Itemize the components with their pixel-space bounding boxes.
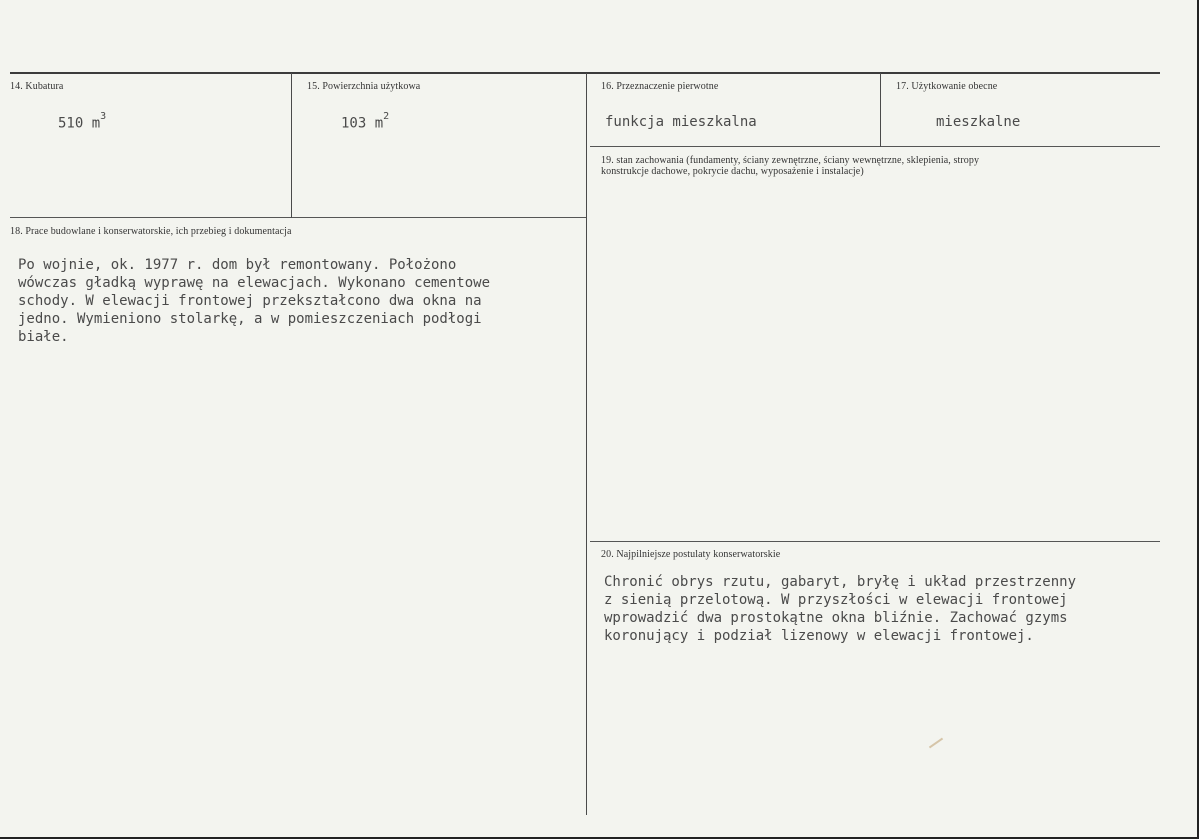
field15-value: [341, 111, 390, 132]
field14-label: 14. Kubatura: [10, 81, 64, 92]
main-vertical-divider: [586, 73, 587, 815]
divider-16-17: [880, 73, 881, 147]
field20-top-rule: [590, 541, 1160, 542]
field14-value-text: 510 m: [58, 115, 101, 132]
field17-value: mieszkalne: [936, 114, 1021, 130]
row1-left-bottom-rule: [10, 217, 586, 218]
field15-value-text: 103 m: [341, 115, 384, 132]
field15-exponent: 2: [383, 111, 390, 122]
field14-value: [58, 111, 107, 132]
field14-exponent: 3: [100, 111, 107, 122]
field16-value: funkcja mieszkalna: [605, 114, 757, 130]
pen-mark: [929, 738, 943, 749]
field15-label: 15. Powierzchnia użytkowa: [307, 81, 421, 92]
field18-label: 18. Prace budowlane i konserwatorskie, ich przebieg i dokumentacja: [10, 226, 292, 237]
field16-label: 16. Przeznaczenie pierwotne: [601, 81, 719, 92]
top-rule: [10, 72, 1160, 74]
field20-label: 20. Najpilniejsze postulaty konserwatorskie: [601, 549, 781, 560]
field17-label: 17. Użytkowanie obecne: [896, 81, 998, 92]
field19-label: 19. stan zachowania (fundamenty, ściany zewnętrzne, ściany wewnętrzne, sklepienia, stropy konstrukcje dachowe, pokrycie dachu, wyposażenie i instalacje): [601, 155, 980, 177]
row1-right-bottom-rule: [590, 146, 1160, 147]
divider-14-15: [291, 73, 292, 218]
field18-text: Po wojnie, ok. 1977 r. dom był remontowany. Położono wówczas gładką wyprawę na elewacjach. Wykonano cementowe schody. W elewacji frontowej przekształcono dwa okna na jedno. Wymieniono stolarkę, a w pomieszczeniach podłogi białe.: [18, 257, 491, 345]
field20-text: Chronić obrys rzutu, gabaryt, bryłę i układ przestrzenny z sienią przelotową. W przyszłości w elewacji frontowej wprowadzić dwa prostokątne okna bliźnie. Zachować gzyms koronujący i podział lizenowy w elewacji frontowej.: [604, 574, 1077, 644]
